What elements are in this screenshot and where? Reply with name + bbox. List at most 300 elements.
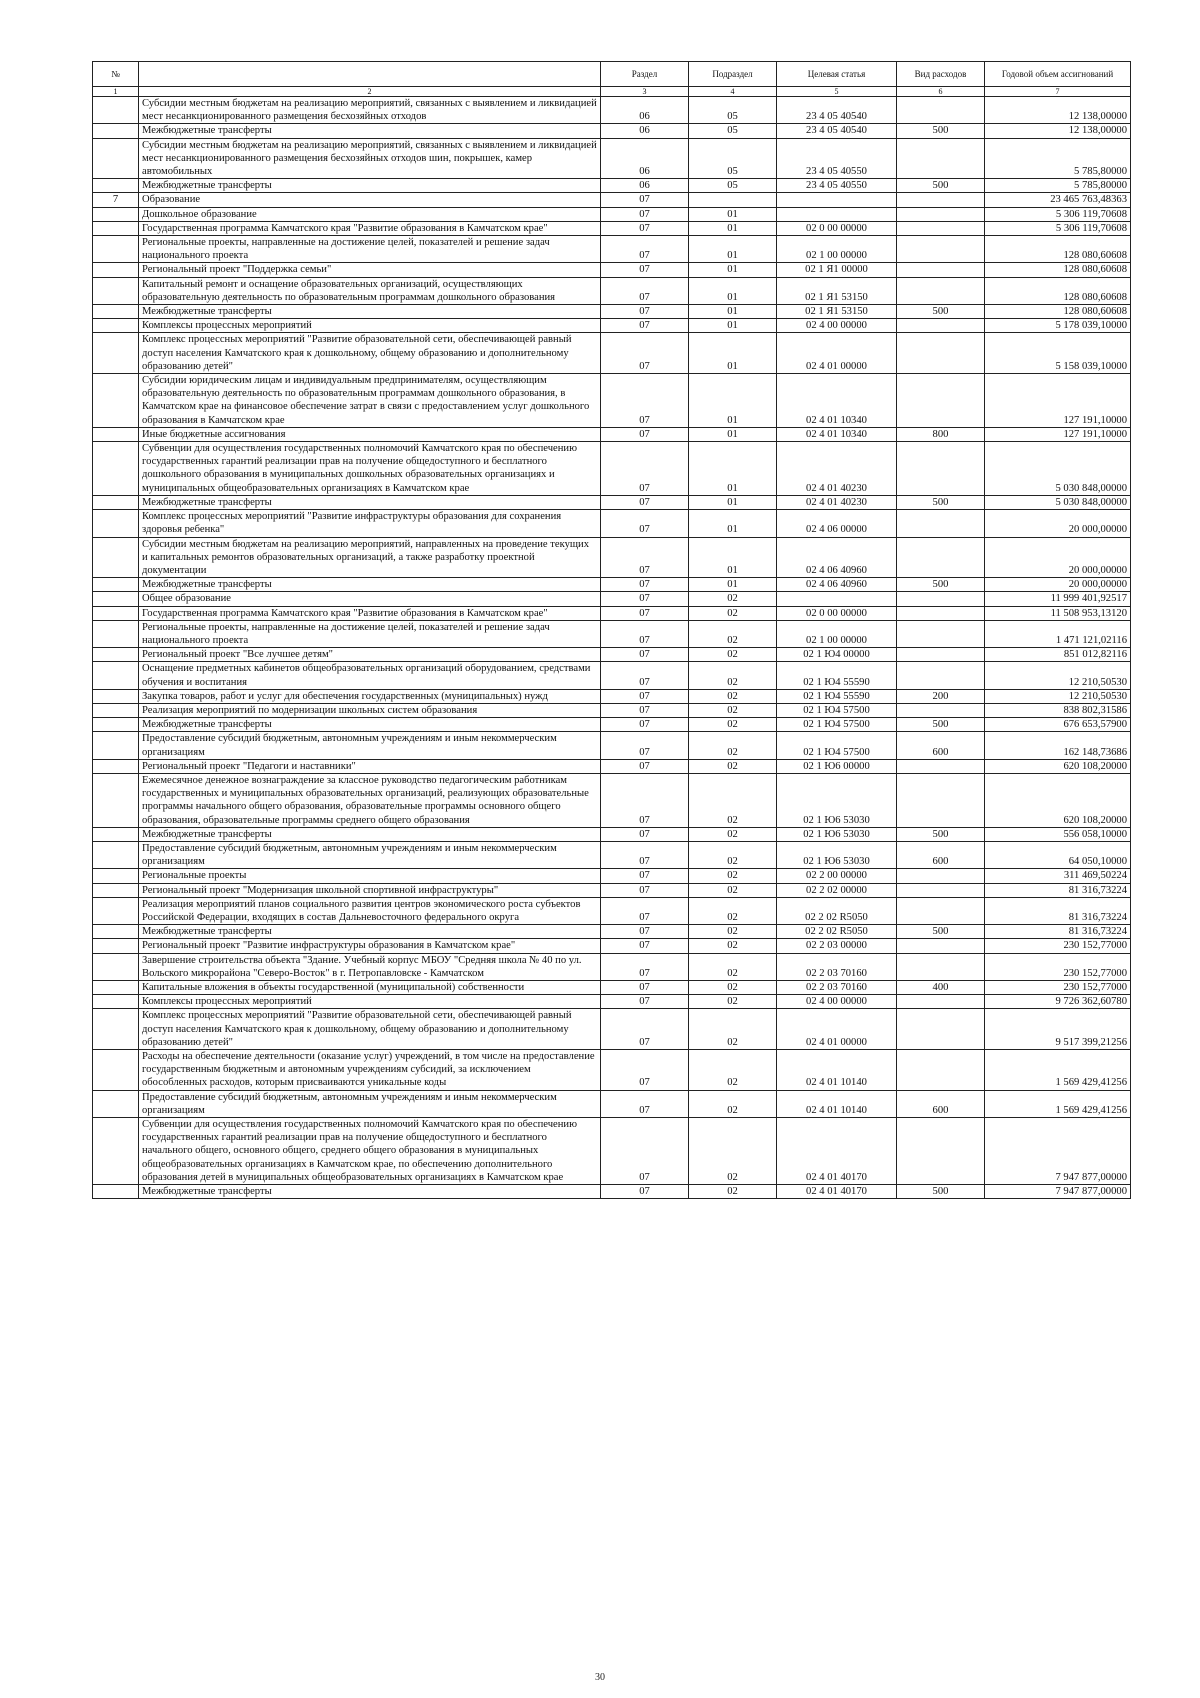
row-section: 07 — [601, 953, 689, 980]
row-number — [93, 606, 139, 620]
row-section: 07 — [601, 620, 689, 647]
row-target-article: 02 0 00 00000 — [777, 606, 897, 620]
row-target-article: 02 4 01 10140 — [777, 1090, 897, 1117]
row-target-article: 02 1 Я1 53150 — [777, 305, 897, 319]
row-number — [93, 689, 139, 703]
table-row — [93, 578, 1131, 592]
row-target-article: 02 1 Ю6 53030 — [777, 827, 897, 841]
row-number — [93, 138, 139, 179]
table-row — [93, 97, 1131, 124]
row-amount: 230 152,77000 — [985, 953, 1131, 980]
col-annual-volume-header: Годовой объем ассигнований — [985, 62, 1131, 87]
table-row — [93, 827, 1131, 841]
row-subsection: 02 — [689, 1118, 777, 1185]
row-target-article: 02 1 Ю4 57500 — [777, 732, 897, 759]
table-row — [93, 732, 1131, 759]
row-expense-type — [897, 648, 985, 662]
table-row — [93, 648, 1131, 662]
row-name: Региональные проекты, направленные на достижение целей, показателей и решение задач национального проекта — [139, 236, 601, 263]
row-subsection: 01 — [689, 236, 777, 263]
row-expense-type — [897, 537, 985, 578]
row-section: 07 — [601, 773, 689, 827]
row-name: Иные бюджетные ассигнования — [139, 427, 601, 441]
row-amount: 20 000,00000 — [985, 510, 1131, 537]
row-section: 07 — [601, 578, 689, 592]
row-name: Общее образование — [139, 592, 601, 606]
row-number — [93, 883, 139, 897]
row-subsection: 02 — [689, 939, 777, 953]
table-row — [93, 953, 1131, 980]
row-number — [93, 592, 139, 606]
row-subsection: 01 — [689, 510, 777, 537]
row-section: 07 — [601, 510, 689, 537]
row-section: 07 — [601, 374, 689, 428]
row-subsection: 02 — [689, 827, 777, 841]
row-expense-type: 500 — [897, 718, 985, 732]
page-number: 30 — [595, 1672, 605, 1683]
row-section: 07 — [601, 995, 689, 1009]
row-expense-type — [897, 236, 985, 263]
row-name: Предоставление субсидий бюджетным, автономным учреждениям и иным некоммерческим организациям — [139, 1090, 601, 1117]
row-expense-type: 500 — [897, 925, 985, 939]
row-target-article: 02 4 01 10140 — [777, 1050, 897, 1091]
row-number — [93, 236, 139, 263]
row-target-article: 02 1 Ю4 00000 — [777, 648, 897, 662]
row-target-article — [777, 207, 897, 221]
table-row — [93, 620, 1131, 647]
row-target-article — [777, 592, 897, 606]
col-expense-type-header: Вид расходов — [897, 62, 985, 87]
table-row — [93, 427, 1131, 441]
row-section: 07 — [601, 592, 689, 606]
col-index: 6 — [897, 87, 985, 97]
row-section: 07 — [601, 718, 689, 732]
table-row — [93, 841, 1131, 868]
row-amount: 128 080,60608 — [985, 277, 1131, 304]
row-number — [93, 495, 139, 509]
row-name: Государственная программа Камчатского края "Развитие образования в Камчатском крае" — [139, 221, 601, 235]
row-number — [93, 827, 139, 841]
row-subsection: 02 — [689, 1009, 777, 1050]
row-name: Реализация мероприятий планов социального развития центров экономического роста субъектов Российской Федерации, входящих в состав Дальневосточного федерального округа — [139, 897, 601, 924]
row-amount: 12 138,00000 — [985, 124, 1131, 138]
row-expense-type: 500 — [897, 124, 985, 138]
row-subsection: 01 — [689, 305, 777, 319]
row-section: 07 — [601, 648, 689, 662]
row-number: 7 — [93, 193, 139, 207]
row-target-article: 02 1 Ю4 57500 — [777, 703, 897, 717]
row-amount: 11 999 401,92517 — [985, 592, 1131, 606]
row-amount: 230 152,77000 — [985, 981, 1131, 995]
row-name: Региональный проект "Поддержка семьи" — [139, 263, 601, 277]
row-number — [93, 179, 139, 193]
row-subsection: 02 — [689, 620, 777, 647]
row-amount: 12 210,50530 — [985, 662, 1131, 689]
row-section: 07 — [601, 193, 689, 207]
row-target-article: 02 4 01 00000 — [777, 1009, 897, 1050]
table-row — [93, 689, 1131, 703]
row-subsection: 01 — [689, 495, 777, 509]
table-row — [93, 1009, 1131, 1050]
row-section: 07 — [601, 759, 689, 773]
row-number — [93, 773, 139, 827]
row-name: Межбюджетные трансферты — [139, 925, 601, 939]
table-row — [93, 662, 1131, 689]
row-subsection: 05 — [689, 179, 777, 193]
row-subsection: 01 — [689, 374, 777, 428]
row-name: Межбюджетные трансферты — [139, 495, 601, 509]
row-subsection: 05 — [689, 97, 777, 124]
row-subsection: 02 — [689, 995, 777, 1009]
table-row — [93, 869, 1131, 883]
row-target-article: 02 4 01 40170 — [777, 1118, 897, 1185]
row-target-article: 02 4 06 40960 — [777, 578, 897, 592]
row-target-article: 02 4 01 10340 — [777, 427, 897, 441]
col-index: 2 — [139, 87, 601, 97]
row-subsection: 01 — [689, 442, 777, 496]
table-row — [93, 207, 1131, 221]
table-body — [93, 97, 1131, 1199]
row-subsection: 01 — [689, 277, 777, 304]
table-row — [93, 333, 1131, 374]
table-row — [93, 773, 1131, 827]
row-name: Комплексы процессных мероприятий — [139, 319, 601, 333]
row-amount: 5 785,80000 — [985, 138, 1131, 179]
row-target-article: 02 2 02 R5050 — [777, 897, 897, 924]
row-number — [93, 995, 139, 1009]
table-row — [93, 193, 1131, 207]
row-target-article: 02 4 06 00000 — [777, 510, 897, 537]
row-target-article: 02 2 00 00000 — [777, 869, 897, 883]
row-name: Региональный проект "Развитие инфраструктуры образования в Камчатском крае" — [139, 939, 601, 953]
row-name: Комплекс процессных мероприятий "Развитие образовательной сети, обеспечивающей равный доступ населения Камчатского края к дошкольному, общему образованию и дополнительному образованию детей" — [139, 1009, 601, 1050]
header-index-row — [93, 87, 1131, 97]
row-subsection: 02 — [689, 869, 777, 883]
row-number — [93, 427, 139, 441]
row-name: Субвенции для осуществления государственных полномочий Камчатского края по обеспечению государственных гарантий реализации прав на получение общедоступного и бесплатного начального общего, основного общего, среднего общего образования в муниципальных общеобразовательных организациях в Камчатском крае, по обеспечению дополнительного образования детей в муниципальных общеобразовательных организациях в Камчатском крае — [139, 1118, 601, 1185]
table-row — [93, 1118, 1131, 1185]
row-amount: 1 569 429,41256 — [985, 1050, 1131, 1091]
row-subsection: 01 — [689, 263, 777, 277]
row-number — [93, 305, 139, 319]
row-expense-type — [897, 1050, 985, 1091]
row-target-article: 02 1 00 00000 — [777, 236, 897, 263]
row-amount: 162 148,73686 — [985, 732, 1131, 759]
row-subsection: 05 — [689, 124, 777, 138]
row-number — [93, 1050, 139, 1091]
row-amount: 128 080,60608 — [985, 236, 1131, 263]
table-row — [93, 510, 1131, 537]
row-amount: 620 108,20000 — [985, 759, 1131, 773]
row-name: Закупка товаров, работ и услуг для обеспечения государственных (муниципальных) нужд — [139, 689, 601, 703]
row-number — [93, 759, 139, 773]
row-name: Межбюджетные трансферты — [139, 718, 601, 732]
row-number — [93, 841, 139, 868]
row-section: 07 — [601, 427, 689, 441]
table-row — [93, 442, 1131, 496]
row-section: 06 — [601, 124, 689, 138]
col-subsection-header: Подраздел — [689, 62, 777, 87]
row-name: Межбюджетные трансферты — [139, 179, 601, 193]
row-number — [93, 897, 139, 924]
row-number — [93, 333, 139, 374]
row-subsection: 02 — [689, 718, 777, 732]
row-amount: 838 802,31586 — [985, 703, 1131, 717]
row-subsection: 02 — [689, 883, 777, 897]
row-expense-type — [897, 592, 985, 606]
row-target-article: 02 0 00 00000 — [777, 221, 897, 235]
row-name: Государственная программа Камчатского края "Развитие образования в Камчатском крае" — [139, 606, 601, 620]
row-subsection: 02 — [689, 925, 777, 939]
row-amount: 7 947 877,00000 — [985, 1185, 1131, 1199]
row-expense-type — [897, 606, 985, 620]
row-name: Региональные проекты, направленные на достижение целей, показателей и решение задач национального проекта — [139, 620, 601, 647]
table-row — [93, 124, 1131, 138]
row-number — [93, 981, 139, 995]
row-number — [93, 1118, 139, 1185]
row-section: 07 — [601, 305, 689, 319]
table-row — [93, 374, 1131, 428]
table-row — [93, 981, 1131, 995]
row-name: Региональный проект "Педагоги и наставники" — [139, 759, 601, 773]
row-target-article: 02 2 02 R5050 — [777, 925, 897, 939]
row-name: Субсидии местным бюджетам на реализацию мероприятий, связанных с выявлением и ликвидацией мест несанкционированного размещения бесхозяйных отходов шин, покрышек, камер автомобильных — [139, 138, 601, 179]
row-name: Региональные проекты — [139, 869, 601, 883]
row-expense-type — [897, 883, 985, 897]
row-amount: 9 517 399,21256 — [985, 1009, 1131, 1050]
row-name: Дошкольное образование — [139, 207, 601, 221]
row-amount: 5 158 039,10000 — [985, 333, 1131, 374]
row-amount: 5 306 119,70608 — [985, 221, 1131, 235]
row-subsection: 02 — [689, 662, 777, 689]
row-name: Предоставление субсидий бюджетным, автономным учреждениям и иным некоммерческим организациям — [139, 841, 601, 868]
row-amount: 851 012,82116 — [985, 648, 1131, 662]
row-expense-type — [897, 995, 985, 1009]
row-section: 07 — [601, 883, 689, 897]
row-expense-type: 600 — [897, 1090, 985, 1117]
row-expense-type — [897, 333, 985, 374]
row-number — [93, 374, 139, 428]
row-subsection: 02 — [689, 732, 777, 759]
row-expense-type — [897, 897, 985, 924]
row-name: Межбюджетные трансферты — [139, 124, 601, 138]
row-amount: 5 178 039,10000 — [985, 319, 1131, 333]
row-section: 07 — [601, 333, 689, 374]
table-row — [93, 995, 1131, 1009]
row-target-article: 02 2 03 70160 — [777, 953, 897, 980]
row-name: Региональный проект "Модернизация школьной спортивной инфраструктуры" — [139, 883, 601, 897]
row-number — [93, 537, 139, 578]
row-subsection: 02 — [689, 689, 777, 703]
row-amount: 128 080,60608 — [985, 263, 1131, 277]
col-number-header: № — [93, 62, 139, 87]
row-subsection: 01 — [689, 221, 777, 235]
row-section: 07 — [601, 689, 689, 703]
row-target-article: 02 4 01 40170 — [777, 1185, 897, 1199]
table-row — [93, 319, 1131, 333]
row-name: Реализация мероприятий по модернизации школьных систем образования — [139, 703, 601, 717]
row-target-article: 02 4 01 40230 — [777, 442, 897, 496]
col-index: 3 — [601, 87, 689, 97]
row-subsection: 01 — [689, 578, 777, 592]
row-section: 06 — [601, 138, 689, 179]
row-expense-type — [897, 662, 985, 689]
row-expense-type — [897, 510, 985, 537]
table-row — [93, 277, 1131, 304]
row-name: Субвенции для осуществления государственных полномочий Камчатского края по обеспечению государственных гарантий реализации прав на получение общедоступного и бесплатного дошкольного образования в муниципальных дошкольных образовательных организациях и муниципальных общеобразовательных организациях в Камчатском крае — [139, 442, 601, 496]
row-expense-type — [897, 319, 985, 333]
row-name: Ежемесячное денежное вознаграждение за классное руководство педагогическим работникам государственных и муниципальных образовательных организаций, реализующих образовательные программы начального общего образования, образовательные программы основного общего образования, образовательные программы среднего общего образования — [139, 773, 601, 827]
row-expense-type — [897, 939, 985, 953]
row-expense-type — [897, 277, 985, 304]
table-row — [93, 263, 1131, 277]
row-section: 07 — [601, 703, 689, 717]
row-amount: 20 000,00000 — [985, 578, 1131, 592]
row-expense-type: 400 — [897, 981, 985, 995]
row-amount: 81 316,73224 — [985, 883, 1131, 897]
row-section: 07 — [601, 442, 689, 496]
row-target-article: 23 4 05 40550 — [777, 138, 897, 179]
row-expense-type — [897, 442, 985, 496]
col-index: 4 — [689, 87, 777, 97]
row-name: Завершение строительства объекта "Здание. Учебный корпус МБОУ "Средняя школа № 40 по ул. Вольского микрорайона "Северо-Восток" в г. Петропавловске - Камчатском — [139, 953, 601, 980]
table-row — [93, 138, 1131, 179]
row-subsection: 02 — [689, 841, 777, 868]
row-number — [93, 97, 139, 124]
row-number — [93, 263, 139, 277]
row-number — [93, 1090, 139, 1117]
table-row — [93, 1050, 1131, 1091]
row-number — [93, 124, 139, 138]
row-number — [93, 718, 139, 732]
row-name: Межбюджетные трансферты — [139, 827, 601, 841]
row-number — [93, 277, 139, 304]
row-amount: 12 210,50530 — [985, 689, 1131, 703]
table-row — [93, 305, 1131, 319]
row-name: Межбюджетные трансферты — [139, 1185, 601, 1199]
row-section: 07 — [601, 495, 689, 509]
row-section: 07 — [601, 1009, 689, 1050]
row-section: 07 — [601, 263, 689, 277]
row-name: Межбюджетные трансферты — [139, 305, 601, 319]
table-row — [93, 703, 1131, 717]
row-number — [93, 869, 139, 883]
row-section: 06 — [601, 97, 689, 124]
row-amount: 12 138,00000 — [985, 97, 1131, 124]
row-expense-type: 600 — [897, 732, 985, 759]
row-expense-type — [897, 869, 985, 883]
table-row — [93, 495, 1131, 509]
row-subsection: 02 — [689, 606, 777, 620]
row-expense-type — [897, 374, 985, 428]
table-row — [93, 883, 1131, 897]
row-section: 07 — [601, 827, 689, 841]
row-target-article: 02 2 02 00000 — [777, 883, 897, 897]
row-section: 07 — [601, 207, 689, 221]
row-name: Региональный проект "Все лучшее детям" — [139, 648, 601, 662]
row-number — [93, 939, 139, 953]
row-expense-type — [897, 759, 985, 773]
row-number — [93, 662, 139, 689]
row-amount: 5 785,80000 — [985, 179, 1131, 193]
row-expense-type — [897, 620, 985, 647]
row-subsection: 02 — [689, 897, 777, 924]
row-name: Предоставление субсидий бюджетным, автономным учреждениям и иным некоммерческим организациям — [139, 732, 601, 759]
row-expense-type: 200 — [897, 689, 985, 703]
row-number — [93, 953, 139, 980]
row-subsection: 01 — [689, 537, 777, 578]
row-amount: 556 058,10000 — [985, 827, 1131, 841]
budget-table — [92, 61, 1131, 1199]
row-subsection: 02 — [689, 1050, 777, 1091]
row-amount: 127 191,10000 — [985, 374, 1131, 428]
row-target-article: 02 2 03 00000 — [777, 939, 897, 953]
row-section: 07 — [601, 925, 689, 939]
row-amount: 676 653,57900 — [985, 718, 1131, 732]
row-section: 07 — [601, 1118, 689, 1185]
row-name: Комплексы процессных мероприятий — [139, 995, 601, 1009]
row-expense-type — [897, 97, 985, 124]
row-name: Капитальный ремонт и оснащение образовательных организаций, осуществляющих образовательную деятельность по образовательным программам дошкольного образования — [139, 277, 601, 304]
row-amount: 5 030 848,00000 — [985, 495, 1131, 509]
row-section: 07 — [601, 236, 689, 263]
row-subsection: 02 — [689, 953, 777, 980]
table-row — [93, 939, 1131, 953]
row-name: Комплекс процессных мероприятий "Развитие инфраструктуры образования для сохранения здоровья ребенка" — [139, 510, 601, 537]
table-row — [93, 718, 1131, 732]
row-target-article: 02 1 Ю4 55590 — [777, 689, 897, 703]
row-number — [93, 207, 139, 221]
row-amount: 5 030 848,00000 — [985, 442, 1131, 496]
row-subsection: 01 — [689, 319, 777, 333]
header-row — [93, 62, 1131, 87]
row-target-article: 02 1 Ю4 55590 — [777, 662, 897, 689]
table-row — [93, 759, 1131, 773]
row-section: 07 — [601, 939, 689, 953]
row-target-article: 02 4 01 10340 — [777, 374, 897, 428]
row-subsection: 01 — [689, 333, 777, 374]
row-amount: 311 469,50224 — [985, 869, 1131, 883]
row-target-article: 02 1 Я1 00000 — [777, 263, 897, 277]
table-row — [93, 221, 1131, 235]
row-expense-type: 800 — [897, 427, 985, 441]
row-number — [93, 442, 139, 496]
row-target-article: 02 1 Я1 53150 — [777, 277, 897, 304]
row-expense-type — [897, 207, 985, 221]
row-expense-type: 500 — [897, 578, 985, 592]
row-target-article: 02 4 00 00000 — [777, 319, 897, 333]
row-expense-type: 500 — [897, 305, 985, 319]
table-row — [93, 897, 1131, 924]
row-expense-type — [897, 221, 985, 235]
row-expense-type — [897, 703, 985, 717]
row-number — [93, 1185, 139, 1199]
row-expense-type — [897, 953, 985, 980]
row-subsection — [689, 193, 777, 207]
row-amount: 127 191,10000 — [985, 427, 1131, 441]
table-row — [93, 236, 1131, 263]
table-row — [93, 179, 1131, 193]
row-amount: 230 152,77000 — [985, 939, 1131, 953]
row-number — [93, 510, 139, 537]
row-number — [93, 732, 139, 759]
row-amount: 1 471 121,02116 — [985, 620, 1131, 647]
row-section: 07 — [601, 869, 689, 883]
row-target-article: 02 4 01 00000 — [777, 333, 897, 374]
row-section: 07 — [601, 537, 689, 578]
row-subsection: 02 — [689, 981, 777, 995]
col-section-header: Раздел — [601, 62, 689, 87]
